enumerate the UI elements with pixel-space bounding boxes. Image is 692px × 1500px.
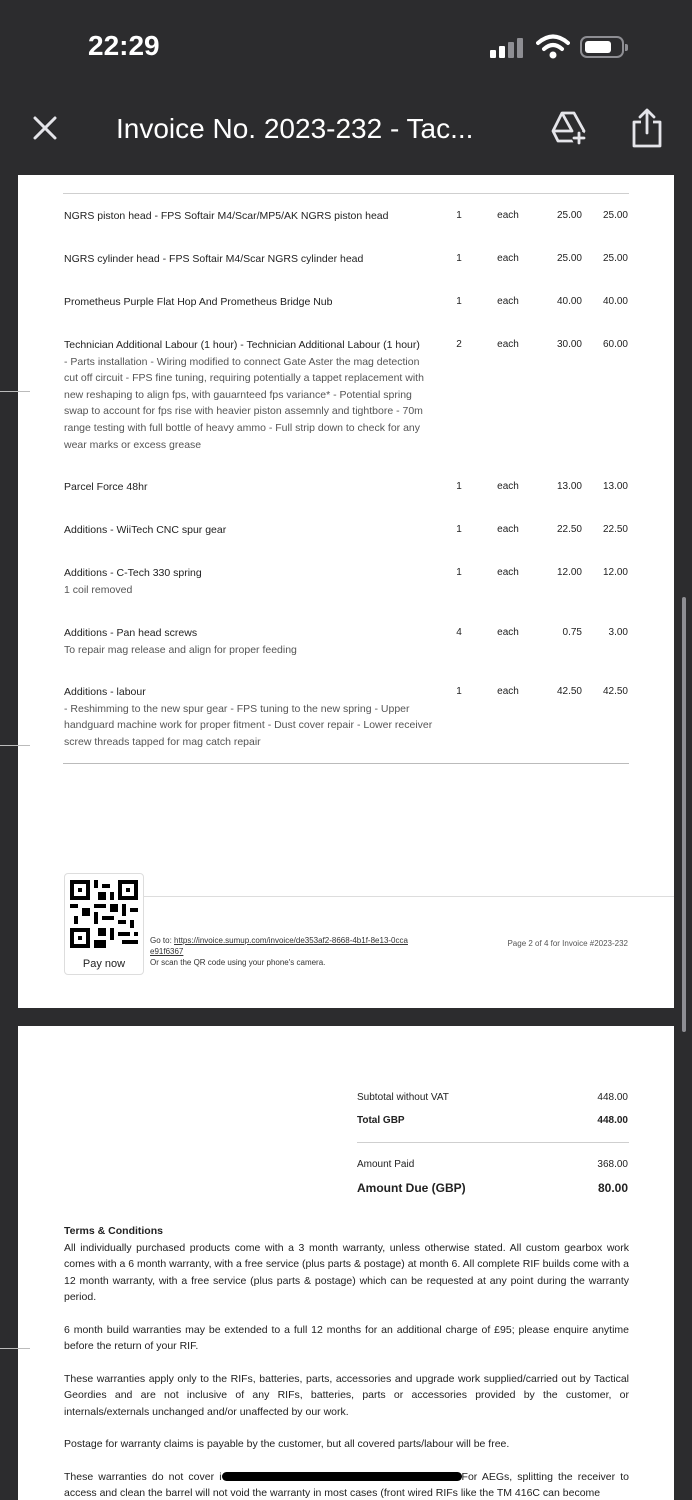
redaction-mark [222,1472,462,1481]
document-viewer[interactable] [0,175,692,1500]
qr-code-icon [70,880,138,948]
status-time: 22:29 [88,30,160,61]
row-amount: 42.50 [602,686,628,697]
page-edge-mark [0,1348,30,1349]
vertical-scrollbar[interactable] [682,597,686,1032]
row-unit: each [497,567,519,578]
terms-paragraph [64,1469,629,1500]
row-description-main: Technician Additional Labour (1 hour) - Technician Additional Labour (1 hour) [64,339,420,351]
row-amount: 25.00 [602,253,628,264]
totals-divider [357,1142,629,1143]
row-unit: each [497,210,519,221]
terms-paragraph: 6 month build warranties may be extended to a full 12 months for an additional charge of £95; please enquire anytime before the return of your RIF. [64,1323,629,1352]
table-header-divider [63,193,629,194]
terms-heading: Terms & Conditions [64,1225,163,1237]
row-description: Parcel Force 48hr [64,481,148,493]
page-edge-mark [0,391,30,392]
row-amount: 22.50 [602,524,628,535]
row-amount: 12.00 [602,567,628,578]
scan-instructions: Or scan the QR code using your phone's camera. [150,958,326,967]
row-description-main: Additions - labour [64,686,146,698]
row-quantity: 1 [456,686,462,697]
subtotal-label: Subtotal without VAT [357,1092,449,1103]
amount-due-label: Amount Due (GBP) [357,1181,466,1195]
cellular-signal-icon [490,36,526,58]
page-number: Page 2 of 4 for Invoice #2023-232 [507,939,628,948]
document-title: Invoice No. 2023-232 - Tac... [116,113,474,144]
row-unit: each [497,481,519,492]
payment-link[interactable]: https://invoice.sumup.com/invoice/de353af2-8668-4b1f-8e13-0ccae91f6367 [150,936,408,956]
page-edge-mark [0,745,30,746]
row-amount: 3.00 [608,627,628,638]
terms-paragraph: Postage for warranty claims is payable by the customer, but all covered parts/labour will be free. [64,1438,510,1450]
goto-prefix: Go to: [150,936,172,945]
row-price: 25.00 [556,210,582,221]
row-description [64,337,436,453]
row-quantity: 4 [456,627,462,638]
table-end-divider [63,763,629,764]
row-description-detail: To repair mag release and align for proper feeding [64,643,297,656]
row-description: Additions - WiiTech CNC spur gear [64,524,227,536]
row-price: 13.00 [556,481,582,492]
row-price: 0.75 [562,627,582,638]
terms-text-start: These warranties do not cover i [64,1470,222,1483]
status-bar [0,0,692,95]
close-icon[interactable] [30,113,60,143]
row-quantity: 2 [456,339,462,350]
subtotal-value: 448.00 [597,1092,628,1103]
row-price: 30.00 [556,339,582,350]
row-unit: each [497,627,519,638]
row-quantity: 1 [456,296,462,307]
payment-instructions [150,935,410,968]
row-price: 40.00 [556,296,582,307]
battery-icon [580,36,624,58]
row-amount: 13.00 [602,481,628,492]
invoice-page-2 [18,175,674,1008]
row-description: Prometheus Purple Flat Hop And Prometheus Bridge Nub [64,296,333,308]
row-quantity: 1 [456,481,462,492]
row-unit: each [497,686,519,697]
footer-divider [142,896,674,897]
terms-text-end: For AEGs, splitting the receiver to access and clean the barrel will not void the warranty in most cases (front wired RIFs like the TM 416C can become [64,1470,629,1499]
row-price: 12.00 [556,567,582,578]
pay-now-label[interactable]: Pay now [82,958,126,970]
add-to-drive-icon[interactable] [550,109,588,147]
row-description [64,565,436,598]
row-price: 42.50 [556,686,582,697]
row-description [64,625,436,658]
row-amount: 25.00 [602,210,628,221]
row-amount: 40.00 [602,296,628,307]
row-description-detail: - Reshimming to the new spur gear - FPS tuning to the new spring - Upper handguard machine work for proper fitment - Dust cover repair - Lower receiver screw threads tapped for mag catch repair [64,702,433,748]
wifi-icon [536,34,570,60]
row-price: 25.00 [556,253,582,264]
row-quantity: 1 [456,524,462,535]
nav-bar [0,95,692,175]
row-price: 22.50 [556,524,582,535]
row-quantity: 1 [456,567,462,578]
row-unit: each [497,339,519,350]
row-description-detail: - Parts installation - Wiring modified to connect Gate Aster the mag detection cut off circuit - FPS fine tuning, requiring potentially a tappet replacement with new reshaping to align fps, with gauarnteed fps variance* - Potential spring swap to account for fps rise with heavier piston assemnly and tightbore - 70m range testing with full bottle of heavy ammo - Full strip down to check for any wear marks or excess grease [64,355,424,451]
row-unit: each [497,253,519,264]
amount-paid-value: 368.00 [597,1159,628,1170]
row-description-main: Additions - Pan head screws [64,627,198,639]
row-quantity: 1 [456,253,462,264]
terms-and-conditions [64,1223,629,1500]
terms-paragraph: All individually purchased products come with a 3 month warranty, unless otherwise stated. All custom gearbox work comes with a 6 month warranty, with a free service (plus parts & postage) at month 6. All complete RIF builds come with a 12 month warranty, with a free service (plus parts & postage) which can be requested at any point during the warranty period. [64,1241,629,1303]
row-quantity: 1 [456,210,462,221]
terms-paragraph: These warranties apply only to the RIFs, batteries, parts, accessories and upgrade work supplied/carried out by Tactical Geordies and are not inclusive of any RIFs, batteries, parts or accessories provided by the customer, or internals/externals unchanged and/or unaffected by our work. [64,1372,629,1418]
pay-now-qr[interactable] [64,873,144,975]
invoice-page-3 [18,1026,674,1500]
amount-paid-label: Amount Paid [357,1159,415,1170]
row-description [64,684,436,750]
share-icon[interactable] [630,107,664,149]
row-amount: 60.00 [602,339,628,350]
total-label: Total GBP [357,1115,405,1126]
row-description-main: Additions - C-Tech 330 spring [64,567,202,579]
row-description-detail: 1 coil removed [64,583,133,596]
row-unit: each [497,296,519,307]
total-value: 448.00 [597,1115,628,1126]
row-description: NGRS piston head - FPS Softair M4/Scar/MP5/AK NGRS piston head [64,210,389,222]
row-unit: each [497,524,519,535]
row-description: NGRS cylinder head - FPS Softair M4/Scar NGRS cylinder head [64,253,364,265]
amount-due-value: 80.00 [597,1181,628,1195]
